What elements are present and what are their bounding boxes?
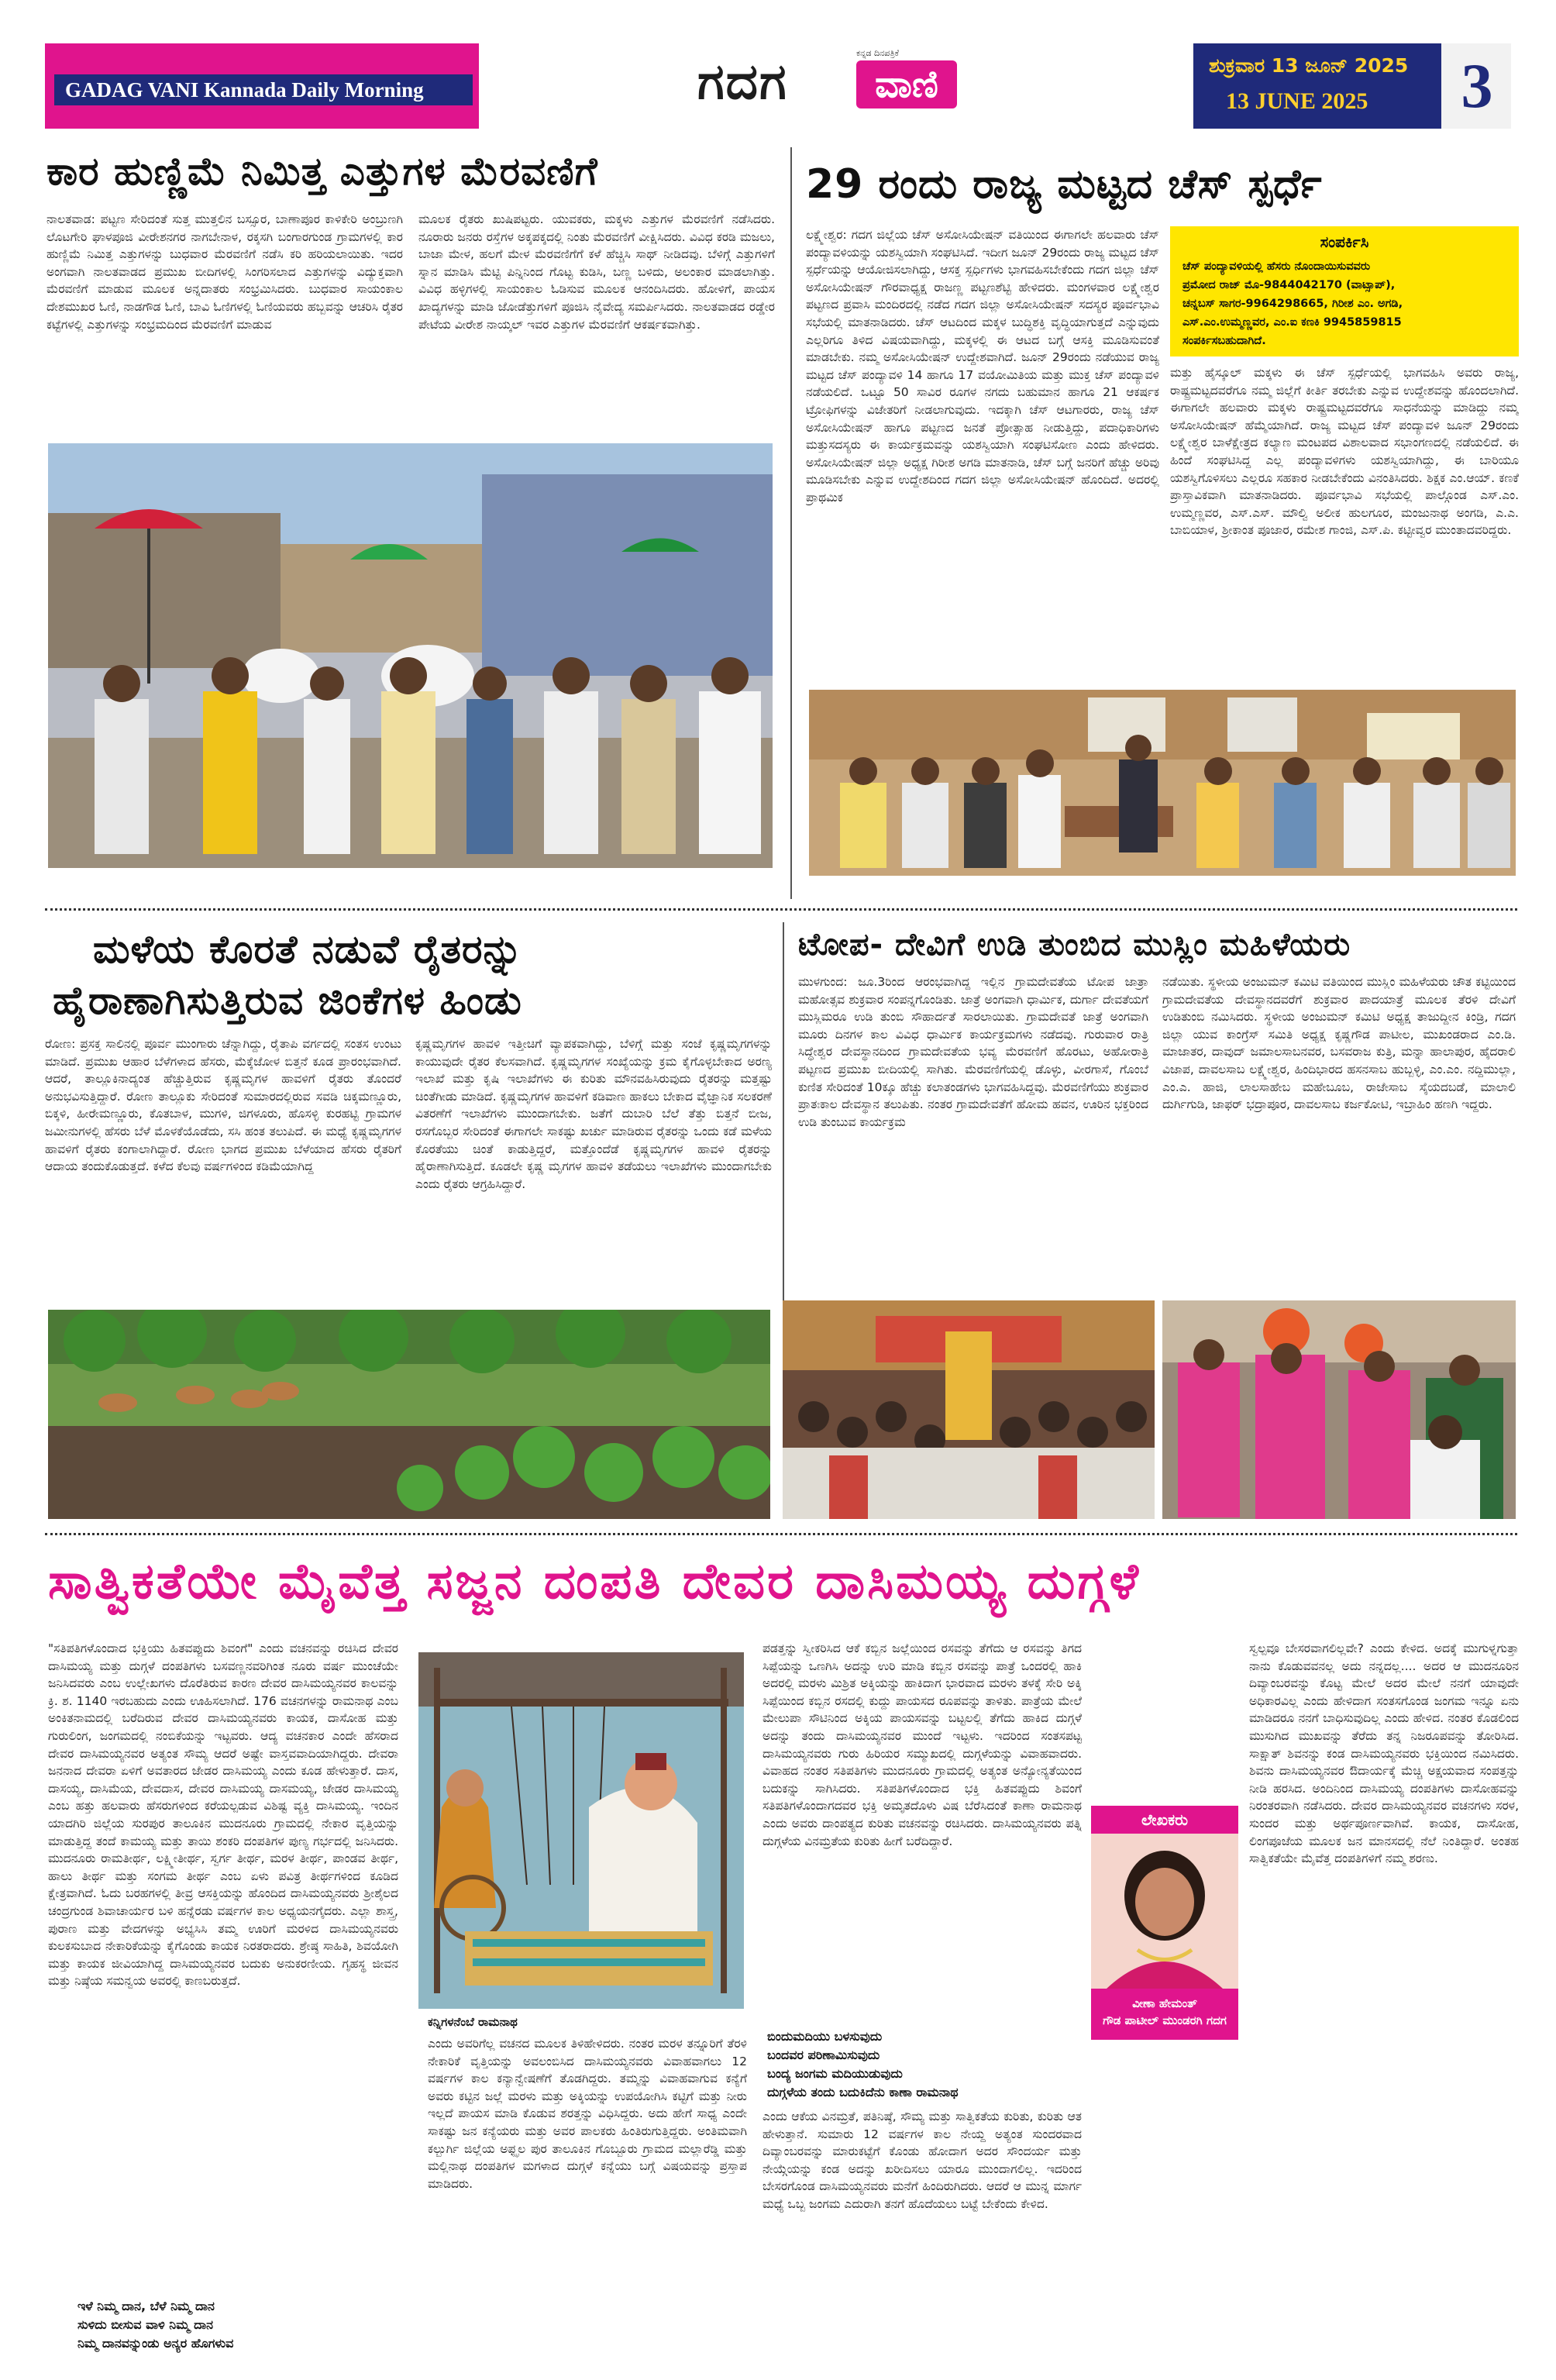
story1-col1: ನಾಲತವಾಡ: ಪಟ್ಟಣ ಸೇರಿದಂತೆ ಸುತ್ತ ಮುತ್ತಲಿನ ಬಸ್ಸೂರ, ಬಾಣಾಪೂರ ಕಾಳಿಕೇರಿ ಅಂಬ್ರುಣಗಿ ಲೊಟಗೇರಿ ಘಾಳಪೂಜಿ ವೀರೇಶನಗರ ನಾಗಬೇನಾಳ, ರಕ್ಕಸಗಿ ಬಂಗಾರಗುಂಡ ಗ್ರಾಮಗಳಲ್ಲಿ ಕಾರ ಹುಣ್ಣಿಮೆ ನಿಮಿತ್ತ ಎತ್ತುಗಳನ್ನು ಬುಧವಾರ ಮೆರವಣಿಗೆ ನಡೆಸಿ ಕರಿ ಹರಿಯಲಾಯಿತು. ಇದರ ಅಂಗವಾಗಿ ನಾಲತವಾಡದ ಪ್ರಮುಖ ಬೀದಿಗಳಲ್ಲಿ ಸಿಂಗರಿಸಲಾದ ಎತ್ತುಗಳನ್ನು ವಿದ್ಯುಕ್ತವಾಗಿ ಮೆರವಣಿಗೆ ಮಾಡುವ ಮೂಲಕ ಅನ್ನದಾತರು ಸಂಭ್ರಮಿಸಿದರು. ಬುಧವಾರ ಸಾಯಂಕಾಲ ದೇಶಮುಖರ ಓಣಿ, ನಾಡಗೌಡ ಓಣಿ, ಬಾವಿ ಓಣಿಗಳಲ್ಲಿ ಓಣಿಯವರು ಹಬ್ಬವನ್ನು ಆಚರಿಸಿ ರೈತರ ಕಟ್ಟೆಗಳಲ್ಲಿ ಎತ್ತುಗಳನ್ನು ಸಂಭ್ರಮದಿಂದ ಮೆರವಣಿಗೆ ಮಾಡುವ (46, 212, 403, 332)
logo-left-text: ಗದಗ (697, 53, 788, 111)
story2-photo-chess-meeting (809, 690, 1516, 876)
story5-col3-cont: ಎಂದು ಆಕೆಯ ವಿನಮ್ರತೆ, ಪತಿನಿಷ್ಠೆ, ಸೌಮ್ಯ ಮತ್ತು ಸಾತ್ವಿಕತೆಯ ಕುರಿತು, ಕುರಿತು ಆತ ಹೇಳುತ್ತಾನೆ. ಸುಮಾರು 12 ವರ್ಷಗಳ ಕಾಲ ನೇಯ್ದ ಅತ್ಯಂತ ಸುಂದರವಾದ ದಿವ್ಯಾಂಬರವನ್ನು ಮಾರುಕಟ್ಟೆಗೆ ಕೊಂಡು ಹೋದಾಗ ಅದರ ಸೌಂದರ್ಯ ಮತ್ತು ನೇಯ್ಗೆಯನ್ನು ಕಂಡ ಅದನ್ನು ಖರೀದಿಸಲು ಯಾರೂ ಮುಂದಾಗಲಿಲ್ಲ. ಇದರಿಂದ ಬೇಸರಗೊಂಡ ದಾಸಿಮಯ್ಯನವರು ಮನೆಗೆ ಹಿಂದಿರುಗಿದರು. ಆದರೆ ಆ ಮುನ್ನ ಮಾರ್ಗ ಮಧ್ಯೆ ಒಬ್ಬ ಜಂಗಮ ಎದುರಾಗಿ ತನಗೆ ಹೊದೆಯಲು ಬಟ್ಟೆ ಬೇಕೆಂದು ಕೇಳಿದ. (763, 2110, 1082, 2211)
author-name-line1: ವೀಣಾ ಹೇಮಂತ್ (1132, 1996, 1197, 2010)
story4-headline: ಟೋಪ- ದೇವಿಗೆ ಉಡಿ ತುಂಬಿದ ಮುಸ್ಲಿಂ ಮಹಿಳೆಯರು (798, 927, 1351, 963)
contact-line: ಎಸ್.ಎಂ.ಉಮ್ಮಣ್ಣವರ, ಎಂ.ಐ ಕಣಕಿ 9945859815 (1182, 316, 1402, 329)
story2-col1: ಲಕ್ಷ್ಮೇಶ್ವರ: ಗದಗ ಜಿಲ್ಲೆಯ ಚೆಸ್ ಅಸೋಸಿಯೇಷನ್ ವತಿಯಿಂದ ಈಗಾಗಲೇ ಹಲವಾರು ಚೆಸ್ ಪಂದ್ಯಾವಳಿಯನ್ನು ಯಶಸ್ವಿಯಾಗಿ ಸಂಘಟಿಸಿದೆ. ಇದೀಗ ಜೂನ್ 29ರಂದು ರಾಜ್ಯ ಮಟ್ಟದ ಚೆಸ್ ಸ್ಪರ್ಧೆಯನ್ನು ಆಯೋಜಿಸಲಾಗಿದ್ದು, ಆಸಕ್ತ ಸ್ಪರ್ಧಿಗಳು ಭಾಗವಹಿಸಬೇಕೆಂದು ಗದಗ ಜಿಲ್ಲಾ ಚೆಸ್ ಅಸೋಸಿಯೇಷನ್ ಗೌರವಾಧ್ಯಕ್ಷ ರಾಜಣ್ಣ ಪಟ್ಟಣಶೆಟ್ಟಿ ಹೇಳಿದರು. ಮಂಗಳವಾರ ಲಕ್ಷ್ಮೇಶ್ವರ ಪಟ್ಟಣದ ಪ್ರವಾಸಿ ಮಂದಿರದಲ್ಲಿ ನಡೆದ ಗದಗ ಜಿಲ್ಲಾ ಅಸೋಸಿಯೇಷನ್ ಸದಸ್ಯರ ಪೂರ್ವಭಾವಿ ಸಭೆಯಲ್ಲಿ ಮಾತನಾಡಿದರು. ಚೆಸ್ ಆಟದಿಂದ ಮಕ್ಕಳ ಬುದ್ಧಿಶಕ್ತಿ ವೃದ್ಧಿಯಾಗುತ್ತದೆ ಎನ್ನುವುದು ಎಲ್ಲರಿಗೂ ತಿಳಿದ ವಿಷಯವಾಗಿದ್ದು, ಮಕ್ಕಳಲ್ಲಿ ಈ ಆಟದ ಬಗ್ಗೆ ಆಸಕ್ತಿ ಮೂಡಿಸುವಂತೆ ಮಾಡಬೇಕು. ನಮ್ಮ ಅಸೋಸಿಯೇಷನ್ ಉದ್ದೇಶವಾಗಿದೆ. ಜೂನ್ 29ರಂದು ನಡೆಯುವ ರಾಜ್ಯ ಮಟ್ಟದ ಚೆಸ್ ಪಂದ್ಯಾವಳಿ 14 ಹಾಗೂ 17 ವಯೋಮಿತಿಯ ಮತ್ತು ಮುಕ್ತ ಚೆಸ್ ಪಂದ್ಯಾವಳಿ ನಡೆಯಲಿದೆ. ಒಟ್ಟೂ 50 ಸಾವಿರ ರೂಗಳ ನಗದು ಬಹುಮಾನ ಹಾಗೂ 21 ಆಕರ್ಷಕ ಟ್ರೋಫಿಗಳನ್ನು ವಿಜೇತರಿಗೆ ನೀಡಲಾಗುವುದು. ಇದಕ್ಕಾಗಿ ಚೆಸ್ ಆಟಗಾರರು, ರಾಜ್ಯ ಚೆಸ್ ಅಸೋಸಿಯೇಷನ್ ಹಾಗೂ ಪಟ್ಟಣದ ಜನತೆ ಪ್ರೋತ್ಸಾಹ ನೀಡುತ್ತಿದ್ದು, ಪದಾಧಿಕಾರಿಗಳು ಮತ್ತುಸದಸ್ಯರು ಈ ಕಾರ್ಯಕ್ರಮವನ್ನು ಯಶಸ್ವಿಯಾಗಿ ಸಂಘಟಿಸೋಣ ಎಂದು ಹೇಳಿದರು. ಅಸೋಸಿಯೇಷನ್ ಜಿಲ್ಲಾ ಅಧ್ಯಕ್ಷ ಗಿರೀಶ ಅಗಡಿ ಮಾತನಾಡಿ, ಚೆಸ್ ಬಗ್ಗೆ ಜನರಿಗೆ ಹೆಚ್ಚು ಅರಿವು ಮೂಡಿಸಬೇಕು ಎನ್ನುವ ಉದ್ದೇಶದಿಂದ ಗದಗ ಜಿಲ್ಲಾ ಅಸೋಸಿಯೇಷನ್ ಹೊಂದಿದೆ. ಅದರಲ್ಲಿ ಪ್ರಾಥಮಿಕ (806, 228, 1159, 505)
story5-col1-verse1: ಇಳೆ ನಿಮ್ಮ ದಾನ, ಬೆಳೆ ನಿಮ್ಮ ದಾನ (77, 2299, 215, 2313)
story3-photo-blackbuck (48, 1310, 770, 1519)
story2-col2: ಮತ್ತು ಹೈಸ್ಕೂಲ್ ಮಕ್ಕಳು ಈ ಚೆಸ್ ಸ್ಪರ್ಧೆಯಲ್ಲಿ ಭಾಗವಹಿಸಿ ಅವರು ರಾಜ್ಯ, ರಾಷ್ಟ್ರಮಟ್ಟದವರೆಗೂ ನಮ್ಮ ಜಿಲ್ಲೆಗೆ ಕೀರ್ತಿ ತರಬೇಕು ಎನ್ನುವ ಉದ್ದೇಶವನ್ನು ಹೊಂದಲಾಗಿದೆ. ಈಗಾಗಲೇ ಹಲವಾರು ಮಕ್ಕಳು ರಾಷ್ಟ್ರಮಟ್ಟದವರೆಗೂ ಸಾಧನೆಯನ್ನು ಮಾಡಿದ್ದು ನಮ್ಮ ಅಸೋಸಿಯೇಷನ್ ಹೆಮ್ಮೆಯಾಗಿದೆ. ರಾಜ್ಯ ಮಟ್ಟದ ಚೆಸ್ ಪಂದ್ಯಾವಳಿ ಜೂನ್ 29ರಂದು ಲಕ್ಷ್ಮೇಶ್ವರ ಬಾಳೆಕ್ಷೇತ್ರದ ಕಲ್ಯಾಣ ಮಂಟಪದ ವಿಶಾಲವಾದ ಸಭಾಂಗಣದಲ್ಲಿ ನಡೆಯಲಿದೆ. ಈ ಹಿಂದೆ ಸಂಘಟಿಸಿದ್ದ ಎಲ್ಲ ಪಂದ್ಯಾವಳಿಗಳು ಯಶಸ್ವಿಯಾಗಿದ್ದು, ಈ ಬಾರಿಯೂ ಯಶಸ್ವಿಗೊಳಿಸಲು ಎಲ್ಲರೂ ಸಹಕಾರ ನೀಡಬೇಕೆಂದು ವಿನಂತಿಸಿದರು. ಶಿಕ್ಷಕ ಎಂ.ಆಯ್. ಕಣಕೆ ಪ್ರಾಸ್ತಾವಿಕವಾಗಿ ಮಾತನಾಡಿದರು. ಪೂರ್ವಭಾವಿ ಸಭೆಯಲ್ಲಿ ಪಾಲ್ಗೊಂಡ ಎಸ್.ಎಂ. ಉಮ್ಮಣ್ಣವರ, ಎಸ್.ಎಸ್. ಮೌಲ್ವಿ ಅಲೀಕ ಹುಲಗೂರ, ಮಂಜುನಾಥ ಅಂಗಡಿ, ಎ.ಎ. ಬಾಬಿಯಾಳ, ಶ್ರೀಕಾಂತ ಪೂಜಾರ, ರಮೇಶ ಗಾಂಜಿ, ಎಸ್.ಪಿ. ಕಟ್ಟೀವ್ವರ ಮುಂತಾದವರಿದ್ದರು. (1170, 366, 1519, 538)
story5-col2: ಎಂದು ಅವರಿಗೆಲ್ಲ ವಚನದ ಮೂಲಕ ತಿಳಿಹೇಳಿದರು. ನಂತರ ಮರಳ ತನ್ನೂರಿಗೆ ತೆರಳಿ ನೇಕಾರಿಕೆ ವೃತ್ತಿಯನ್ನು ಅವಲಂಬಿಸಿದ ದಾಸಿಮಯ್ಯನವರು ವಿವಾಹವಾಗಲು 12 ವರ್ಷಗಳ ಕಾಲ ಕನ್ಯಾನ್ವೇಷಣೆಗೆ ತೊಡಗಿದ್ದರು. ತಮ್ಮನ್ನು ವಿವಾಹವಾಗುವ ಕನ್ಯೆಗೆ ಅವರು ಕಟ್ಟಿನ ಜಲ್ಲೆ ಮರಳು ಮತ್ತು ಅಕ್ಕಿಯನ್ನು ಉಪಯೋಗಿಸಿ ಕಟ್ಟಿಗೆ ಮತ್ತು ನೀರು ಇಲ್ಲದೆ ಪಾಯಸ ಮಾಡಿ ಕೊಡುವ ಶರತ್ತನ್ನು ವಿಧಿಸಿದ್ದರು. ಅದು ಹೇಗೆ ಸಾಧ್ಯ ಎಂದೇ ಸಾಕಷ್ಟು ಜನ ಕನ್ಯೆಯರು ಮತ್ತು ಅವರ ಪಾಲಕರು ಹಿಂತಿರುಗುತ್ತಿದ್ದರು. ಅಂತಿಮವಾಗಿ ಕಲ್ಬುರ್ಗಿ ಜಿಲ್ಲೆಯ ಅಫ್ಝಲ ಪುರ ತಾಲೂಕಿನ ಗೊಬ್ಬೂರು ಗ್ರಾಮದ ಮಲ್ಲಾರೆಡ್ಡಿ ಮತ್ತು ಮಲ್ಲಿನಾಥ ದಂಪತಿಗಳ ಮಗಳಾದ ದುಗ್ಗಳೆ ಕನ್ನೆಯು ಬಗ್ಗೆ ವಿಷಯವನ್ನು ಪ್ರಸ್ತಾಪ ಮಾಡಿದರು. (428, 2037, 747, 2191)
story4-col1: ಮುಳಗುಂದ: ಜೂ.3ರಿಂದ ಆರಂಭವಾಗಿದ್ದ ಇಲ್ಲಿನ ಗ್ರಾಮದೇವತೆಯ ಟೋಪ ಜಾತ್ರಾ ಮಹೋತ್ಸವ ಶುಕ್ರವಾರ ಸಂಪನ್ನಗೊಂಡಿತು. ಜಾತ್ರೆ ಅಂಗವಾಗಿ ಧಾರ್ಮಿಕ, ದುರ್ಗಾ ದೇವತೆಯಗೆ ಮುಸ್ಲಿಮರೂ ಉಡಿ ತುಂಬಿ ಸೌಹಾರ್ದತೆ ಸಾರಲಾಯಿತು. ಗ್ರಾಮದೇವತೆ ಜಾತ್ರೆ ಅಂಗವಾಗಿ ಮೂರು ದಿನಗಳ ಕಾಲ ವಿವಿಧ ಧಾರ್ಮಿಕ ಕಾರ್ಯಕ್ರಮಗಳು ನಡೆದವು. ಗುರುವಾರ ರಾತ್ರಿ ಸಿದ್ಧೇಶ್ವರ ದೇವಸ್ಥಾನದಿಂದ ಗ್ರಾಮದೇವತೆಯ ಭವ್ಯ ಮೆರವಣಿಗೆ ಹೊರಟು, ಅಹೋರಾತ್ರಿ ಪಟ್ಟಣದ ಪ್ರಮುಖ ಬೀದಿಯಲ್ಲಿ ಸಾಗಿತು. ಮೆರವಣಿಗೆಯಲ್ಲಿ ಡೊಳ್ಳು, ವೀರಗಾಸೆ, ಗೊಂಬೆ ಕುಣಿತ ಸೇರಿದಂತೆ 10ಕ್ಕೂ ಹೆಚ್ಚು ಕಲಾತಂಡಗಳು ಭಾಗವಹಿಸಿದ್ದವು. ಮೆರವಣಿಗೆಯು ಶುಕ್ರವಾರ ಪ್ರಾತಃಕಾಲ ದೇವಸ್ಥಾನ ತಲುಪಿತು. ನಂತರ ಗ್ರಾಮದೇವತೆಗೆ ಹೋಮ ಹವನ, ಊರಿನ ಭಕ್ತರಿಂದ ಉಡಿ ತುಂಬುವ ಕಾರ್ಯಕ್ರಮ (798, 975, 1148, 1129)
author-name (1091, 1989, 1238, 2040)
paper-logo (697, 45, 961, 126)
story3-headline-line2: ಹೈರಾಣಾಗಿಸುತ್ತಿರುವ ಜಿಂಕೆಗಳ ಹಿಂಡು (53, 978, 522, 1023)
contact-line: ಸಂಪರ್ಕಿಸಬಹುದಾಗಿದೆ. (1182, 335, 1266, 347)
story5-col3-verse4: ದುಗ್ಗಳೆಯ ತಂದು ಬದುಕಿದೆನು ಕಾಣಾ ರಾಮನಾಥ (767, 2085, 959, 2099)
story5-col3-verse2: ಬಂದವರ ಪರಿಣಾಮಿಸುವುದು (767, 2048, 880, 2062)
contact-line: ಚನ್ನಬಸ್ ಸಾಗರ-9964298665, ಗಿರೀಶ ಎಂ. ಅಗಡಿ, (1182, 298, 1403, 310)
story5-col4: ಸ್ವಲ್ಪವೂ ಬೇಸರವಾಗಲಿಲ್ಲವೇ? ಎಂದು ಕೇಳಿದ. ಅದಕ್ಕೆ ಮುಗುಳ್ನಗುತ್ತಾ ನಾನು ಕೊಡುವವನಲ್ಲ ಅದು ನನ್ನದಲ್ಲ.... ಅದರ ಆ ಮುದನೂರಿನ ದಿವ್ಯಾಂಬರವನ್ನು ಕೊಟ್ಟ ಮೇಲೆ ಅದರ ಮೇಲೆ ನನಗೆ ಯಾವುದೇ ಅಧಿಕಾರವಿಲ್ಲ ಎಂದು ಹೇಳಿದಾಗ ಸಂತಸಗೊಂಡ ಜಂಗಮ ಇನ್ನೂ ಏನು ಮಾಡಿದರೂ ನನಗೆ ಬಾಧಿಸುವುದಿಲ್ಲ ಎಂದು ಹೇಳಿದ. ನಂತರ ಕೊಡಲಿಂದ ಮುಸುಗಿದ ಮುಖವನ್ನು ತೆರೆದು ತನ್ನ ನಿಜರೂಪವನ್ನು ತೋರಿಸಿದ. ಸಾಕ್ಷಾತ್ ಶಿವನನ್ನು ಕಂಡ ದಾಸಿಮಯ್ಯನವರು ಭಕ್ತಿಯಿಂದ ನಮಿಸಿದರು. ಶಿವನು ದಾಸಿಮಯ್ಯನವರ ಔದಾರ್ಯಕ್ಕೆ ಮೆಚ್ಚಿ ಅಕ್ಷಯವಾದ ಸಂಪತ್ತನ್ನು ನೀಡಿ ಹರಸಿದ. ಅಂದಿನಿಂದ ದಾಸಿಮಯ್ಯ ದಂಪತಿಗಳು ದಾಸೋಹವನ್ನು ನಿರಂತರವಾಗಿ ನಡೆಸಿದರು. ದೇವರ ದಾಸಿಮಯ್ಯನವರ ವಚನಗಳು ಸರಳ, ಸುಂದರ ಮತ್ತು ಅರ್ಥಪೂರ್ಣವಾಗಿವೆ. ಕಾಯಕ, ದಾಸೋಹ, ಲಿಂಗಪೂಜೆಯ ಮೂಲಕ ಜನ ಮಾನಸದಲ್ಲಿ ನೆಲೆ ನಿಂತಿದ್ದಾರೆ. ಅಂತಹ ಸಾತ್ವಿಕತೆಯೇ ಮೈವೆತ್ತ ದಂಪತಿಗಳಿಗೆ ನಮ್ಮ ಶರಣು. (1249, 1641, 1519, 1866)
page-number: 3 (1443, 43, 1511, 129)
story5-col3: ಪಡತ್ತನ್ನು ಸ್ವೀಕರಿಸಿದ ಆಕೆ ಕಬ್ಬಿನ ಜಲ್ಲೆಯಿಂದ ರಸವನ್ನು ತೆಗೆದು ಆ ರಸವನ್ನು ತಿಗದ ಸಿಪ್ಪೆಯನ್ನು ಒಣಗಿಸಿ ಅದನ್ನು ಉರಿ ಮಾಡಿ ಕಬ್ಬಿನ ರಸವನ್ನು ಪಾತ್ರೆ ಒಂದರಲ್ಲಿ ಹಾಕಿ ಅದರಲ್ಲಿ ಮರಳು ಮಿಶ್ರಿತ ಅಕ್ಕಿಯನ್ನು ಹಾಕಿದಾಗ ಭಾರವಾದ ಮರಳು ತಳಕ್ಕೆ ಸೇರಿ ಅಕ್ಕಿ ಸಿಪ್ಪೆಯಿಂದ ಕಬ್ಬಿನ ರಸದಲ್ಲಿ ಕುದ್ದು ಪಾಯಸದ ರೂಪವನ್ನು ತಾಳಿತು. ಪಾತ್ರೆಯ ಮೇಲೆ ಮೇಲುಪಾ ಸೌಟಿನಿಂದ ಅಕ್ಕಿಯ ಪಾಯಸವನ್ನು ಬಟ್ಟಲಲ್ಲಿ ತೆಗೆದು ಹಾಕಿದ ದುಗ್ಗಳೆ ಅದನ್ನು ತಂದು ದಾಸಿಮಯ್ಯನವರ ಮುಂದೆ ಇಟ್ಟಳು. ಇದರಿಂದ ಸಂತಸಪಟ್ಟ ದಾಸಿಮಯ್ಯನವರು ಗುರು ಹಿರಿಯರ ಸಮ್ಮುಖದಲ್ಲಿ ದುಗ್ಗಳೆಯನ್ನು ವಿವಾಹವಾದರು. ವಿವಾಹದ ನಂತರ ಸತಿಪತಿಗಳು ಮುದನೂರು ಗ್ರಾಮದಲ್ಲಿ ಅತ್ಯಂತ ಅನ್ಯೋನ್ಯತೆಯಿಂದ ಬದುಕನ್ನು ಸಾಗಿಸಿದರು. ಸತಿಪತಿಗಳೊಂದಾದ ಭಕ್ತಿ ಹಿತವಪ್ಪುದು ಶಿವಂಗೆ ಸತಿಪತಿಗಳೊಂದಾಗದವರ ಭಕ್ತಿ ಅಮೃತದೊಳು ವಿಷ ಬೆರೆಸಿದಂತೆ ಕಾಣಾ ರಾಮನಾಥ ಎಂದು ಅವರು ದಾಂಪತ್ಯದ ಕುರಿತು ವಚನವನ್ನು ರಚಿಸಿದರು. ದಾಸಿಮಯ್ಯನವರು ಪತ್ನಿ ದುಗ್ಗಳೆಯ ವಿನಮ್ರತೆಯ ಕುರಿತು ಹೀಗೆ ಬರೆದಿದ್ದಾರೆ. (763, 1641, 1082, 1848)
contact-line: ಚೆಸ್ ಪಂದ್ಯಾವಳಿಯಲ್ಲಿ ಹೆಸರು ನೊಂದಾಯಿಸುವವರು (1182, 260, 1371, 273)
story5-col1-verse3: ನಿಮ್ಮ ದಾನವನ್ನುಂಡು ಅನ್ಯರ ಹೊಗಳುವ (77, 2336, 234, 2351)
story5-col3-verse1: ಬಿಂದುಮದಿಯು ಬಳಸುವುದು (767, 2029, 883, 2044)
story5-col1: "ಸತಿಪತಿಗಳೊಂದಾದ ಭಕ್ತಿಯು ಹಿತವಪ್ಪುದು ಶಿವಂಗೆ" ಎಂದು ವಚನವನ್ನು ರಚಿಸಿದ ದೇವರ ದಾಸಿಮಯ್ಯ ಮತ್ತು ದುಗ್ಗಳೆ ದಂಪತಿಗಳು ಬಸವಣ್ಣನವರಿಗಿಂತ ನೂರು ವರ್ಷ ಮುಂಚೆಯೇ ಜನಿಸಿದವರು ಎಂಬ ಉಲ್ಲೇಖಗಳು ದೊರೆತಿರುವ ಕಾರಣ ದೇವರ ದಾಸಿಮಯ್ಯನವರ ಕಾಲವನ್ನು ಕ್ರಿ. ಶ. 1140 ಇರಬಹುದು ಎಂದು ಊಹಿಸಲಾಗಿದೆ. 176 ವಚನಗಳನ್ನು ರಾಮನಾಥ ಎಂಬ ಅಂಕಿತನಾಮದಲ್ಲಿ ಬರೆದಿರುವ ದೇವರ ದಾಸಿಮಯ್ಯನವರು ಕಾಯಕ, ದಾಸೋಹ ಮತ್ತು ಗುರುಲಿಂಗ, ಜಂಗಮದಲ್ಲಿ ನಂಬಿಕೆಯನ್ನು ಇಟ್ಟವರು. ಆದ್ಯ ವಚನಕಾರ ಎಂದೇ ಹೆಸರಾದ ದೇವರ ದಾಸಿಮಯ್ಯನವರ ಅತ್ಯಂತ ಸೌಮ್ಯ ಆದರೆ ಅಷ್ಟೇ ವಾಸ್ತವವಾದಿಯಾಗಿದ್ದರು. ದೇವರಾ ಜನನಾದ ದೇವರಾ ಏಳಿಗೆ ಅವತಾರದ ಜೇಡರ ದಾಸಿಮಯ್ಯ ಎಂದು ಕೂಡ ಹೇಳುತ್ತಾರೆ. ದಾಸ, ದಾಸಯ್ಯ, ದಾಸಿಮೆಯ, ದೇವದಾಸ, ದೇವರ ದಾಸಿಮಯ್ಯ ದಾಸಮಯ್ಯ, ಜೇಡರ ದಾಸಿಮಯ್ಯ ಎಂಬ ಹತ್ತು ಹಲವಾರು ಹೆಸರುಗಳಿಂದ ಕರೆಯಲ್ಪಡುವ ವಿಶಿಷ್ಟ ವ್ಯಕ್ತಿ ದಾಸಿಮಯ್ಯ. ಇಂದಿನ ಯಾದಗಿರಿ ಜಿಲ್ಲೆಯ ಸುರಪುರ ತಾಲೂಕಿನ ಮುದನೂರು ಗ್ರಾಮದಲ್ಲಿ ನೇಕಾರ ವೃತ್ತಿಯನ್ನು ಮಾಡುತ್ತಿದ್ದ ತಂದೆ ಕಾಮಯ್ಯ ಮತ್ತು ತಾಯಿ ಶಂಕರಿ ದಂಪತಿಗಳ ಪುಣ್ಯ ಗರ್ಭದಲ್ಲಿ ಜನಿಸಿದರು. ಮುದನೂರು ರಾಮತೀರ್ಥ, ಲಕ್ಷ್ಮೀತೀರ್ಥ, ಸ್ವರ್ಗ ತೀರ್ಥ, ಮರಳ ತೀರ್ಥ, ಪಾಂಡವ ತೀರ್ಥ, ಹಾಲು ತೀರ್ಥ ಮತ್ತು ಸಂಗಮ ತೀರ್ಥ ಎಂಬ ಏಳು ಪವಿತ್ರ ತೀರ್ಥಗಳಿಂದ ಕೂಡಿದ ಕ್ಷೇತ್ರವಾಗಿದೆ. ಓದು ಬರಹಗಳಲ್ಲಿ ತೀವ್ರ ಆಸಕ್ತಿಯನ್ನು ಹೊಂದಿದ ದಾಸಿಮಯ್ಯನವರು ಶ್ರೀಶೈಲದ ಚಂದ್ರಗುಂಡ ಶಿವಾಚಾರ್ಯರ ಬಳಿ ಹನ್ನೆರಡು ವರ್ಷಗಳ ಕಾಲ ಅಧ್ಯಯನಗೈದರು. ಎಲ್ಲಾ ಶಾಸ್ತ್ರ, ಪುರಾಣ ಮತ್ತು ವೇದಗಳನ್ನು ಅಭ್ಯಸಿಸಿ ತಮ್ಮ ಊರಿಗೆ ಮರಳಿದ ದಾಸಿಮಯ್ಯನವರು ಕುಲಕಸುಬಾದ ನೇಕಾರಿಕೆಯನ್ನು ಕೈಗೊಂಡು ಕಾಯಕ ನಿರತರಾದರು. ಶ್ರೇಷ್ಠ ಸಾಹಿತಿ, ಶಿವಯೋಗಿ ಮತ್ತು ಕಾಯಕ ಜೀವಿಯಾಗಿದ್ದ ದಾಸಿಮಯ್ಯನವರ ಬದುಕು ಅನುಕರಣೀಯ. ಗೃಹಸ್ಥ ಜೀವನ ಮತ್ತು ನಿಷ್ಠೆಯ ಸಮನ್ವಯ ಅವರಲ್ಲಿ ಕಾಣಬರುತ್ತದೆ. (48, 1641, 398, 1989)
date-box (1193, 43, 1441, 129)
author-photo (1091, 1834, 1238, 1989)
logo-tagline: ಕನ್ನಡ ದಿನಪತ್ರಿಕೆ (856, 48, 900, 58)
story5-illustration-caption: ಕನ್ನಿಗಳನೆಂಬೆ ರಾಮನಾಥ (428, 2015, 518, 2029)
contact-box (1170, 226, 1519, 356)
story2-headline: 29 ರಂದು ರಾಜ್ಯ ಮಟ್ಟದ ಚೆಸ್ ಸ್ಪರ್ಧೆ (806, 161, 1323, 208)
date-english: 13 JUNE 2025 (1226, 88, 1368, 114)
story4-photo-procession-crowd (783, 1300, 1155, 1519)
contact-title: ಸಂಪರ್ಕಿಸಿ (1320, 232, 1369, 251)
story1-headline: ಕಾರ ಹುಣ್ಣಿಮೆ ನಿಮಿತ್ತ ಎತ್ತುಗಳ ಮೆರವಣಿಗೆ (46, 149, 598, 194)
story4-col2: ನಡೆಯಿತು. ಸ್ಥಳೀಯ ಅಂಜುಮನ್ ಕಮಿಟಿ ವತಿಯಿಂದ ಮುಸ್ಲಿಂ ಮಹಿಳೆಯರು ಚೌತ ಕಟ್ಟಿಯಿಂದ ಗ್ರಾಮದೇವತೆಯ ದೇವಸ್ಥಾನದವರೆಗೆ ಶುಕ್ರವಾರ ಪಾದಯಾತ್ರೆ ಮೂಲಕ ತೆರಳಿ ದೇವಿಗೆ ಉಡಿತುಂಬಿ ನಮಿಸಿದರು. ಸ್ಥಳೀಯ ಅಂಜುಮನ್ ಕಮಿಟಿ ಅಧ್ಯಕ್ಷ ತಾಜುದ್ದೀನ ಕಿಂಡ್ರಿ, ಗದಗ ಜಿಲ್ಲಾ ಯುವ ಕಾಂಗ್ರೆಸ್ ಸಮಿತಿ ಅಧ್ಯಕ್ಷ ಕೃಷ್ಣಗೌಡ ಪಾಟೀಲ, ಮುಖಂಡರಾದ ಎಂ.ಡಿ. ಮಾಜಾತರ, ದಾವುದ್ ಜಮಾಲಸಾಬನವರ, ಬಸವರಾಜ ಕುತ್ರಿ, ಮನ್ನಾ ಹಾಲಾಪುರ, ಹೈದರಾಲಿ ವಿಜಾಪ, ದಾವಲಸಾಬ ಲಕ್ಷ್ಮೇಶ್ವರ, ಹಿಂದಿಭಾರದ ಹಸನಸಾಬ ಹುಬ್ಬಳ್ಳಿ, ಎಂ.ಎಂ. ನದ್ದಿಮುಲ್ಲಾ, ಎಂ.ಎ. ಹಾಜಿ, ಲಾಲಸಾಹೇಬ ಮಹೇಬೂಬ, ರಾಜೇಸಾಬ ಸೈಯದಬಡೆ, ಮಾಲಾಲಿ ದುರ್ಗಿಗುಡಿ, ಜಾಫರ್ ಭದ್ರಾಪೂರ, ದಾವಲಸಾಬ ಕರ್ಜಕೋಟಿ, ಇಬ್ರಾಹಿಂ ಹಣಗಿ ಇದ್ದರು. (1162, 975, 1516, 1112)
story5-col3-verse3: ಬಂದ್ಯ ಜಂಗಮ ಮದಿಯುಡುವುದು (767, 2066, 903, 2081)
section-divider (45, 1533, 1517, 1535)
story5-headline: ಸಾತ್ವಿಕತೆಯೇ ಮೈವೆತ್ತ ಸಜ್ಜನ ದಂಪತಿ ದೇವರ ದಾಸಿಮಯ್ಯ ದುಗ್ಗಳೆ (48, 1553, 1141, 1610)
story3-headline-line1: ಮಳೆಯ ಕೊರತೆ ನಡುವೆ ರೈತರನ್ನು (93, 927, 523, 972)
story4-photo-women-offering (1162, 1300, 1516, 1519)
story5-illustration-weaver (418, 1652, 744, 2009)
story1-col2: ಮೂಲಕ ರೈತರು ಖುಷಿಪಟ್ಟರು. ಯುವಕರು, ಮಕ್ಕಳು ಎತ್ತುಗಳ ಮೆರವಣಿಗೆ ನಡೆಸಿದರು. ನೂರಾರು ಜನರು ರಸ್ತೆಗಳ ಅಕ್ಕಪಕ್ಕದಲ್ಲಿ ನಿಂತು ಮೆರವಣಿಗೆ ವೀಕ್ಷಿಸಿದರು. ವಿವಿಧ ಕರಡಿ ಮಜಲು, ಬಾಜಾ ಮೇಳ, ಹಲಗೆ ಮೇಳ ಮೆರವಣಿಗೆಗೆ ಕಳೆ ಹೆಚ್ಚಿಸಿ ಸಾಥ್ ನೀಡಿದವು. ಬೆಳಿಗ್ಗೆ ಎತ್ತುಗಳಿಗೆ ಸ್ನಾನ ಮಾಡಿಸಿ ಮೆಟ್ಟಿ ಪಿನ್ನಿನಿಂದ ಗೊಟ್ಟ ಕುಡಿಸಿ, ಬಣ್ಣ ಬಳಿದು, ಅಲಂಕಾರ ಮಾಡಲಾಗಿತ್ತು. ವಿವಿಧ ಹಳ್ಳಿಗಳಲ್ಲಿ ಸಾಯಂಕಾಲ ಓಡಿಸುವ ಮೂಲಕ ಆನಂದಿಸಿದರು. ಹೋಳಿಗೆ, ಪಾಯಸ ಖಾದ್ಯಗಳನ್ನು ಮಾಡಿ ಜೋಡೆತ್ತುಗಳಿಗೆ ಪೂಜಿಸಿ ನೈವೇದ್ಯ ಸಮರ್ಪಿಸಿದರು. ನಾಲತವಾಡದ ರಡ್ಡೇರ ಪೇಟೆಯ ವೀರೇಶ ನಾಯ್ಕಲ್ ಇವರ ಎತ್ತುಗಳ ಮೆರವಣಿಗೆ ಆಕರ್ಷಕವಾಗಿತ್ತು. (418, 212, 775, 332)
author-name-line2: ಗೌಡ ಪಾಟೀಲ್ ಮುಂಡರಗಿ ಗದಗ (1103, 2013, 1227, 2027)
contact-lines (1182, 257, 1508, 350)
story3-col2: ಕೃಷ್ಣಮೃಗಗಳ ಹಾವಳಿ ಇತ್ತೀಚಿಗೆ ವ್ಯಾಪಕವಾಗಿದ್ದು, ಬೆಳಿಗ್ಗೆ ಮತ್ತು ಸಂಜೆ ಕೃಷ್ಣಮೃಗಗಳನ್ನು ಕಾಯುವುದೇ ರೈತರ ಕೆಲಸವಾಗಿದೆ. ಕೃಷ್ಣಮೃಗಗಳ ಸಂಖ್ಯೆಯನ್ನು ಕ್ರಮ ಕೈಗೊಳ್ಳಬೇಕಾದ ಅರಣ್ಯ ಇಲಾಖೆ ಮತ್ತು ಕೃಷಿ ಇಲಾಖೆಗಳು ಈ ಕುರಿತು ಮೌನವಹಿಸಿರುವುದು ರೈತರನ್ನು ಮತ್ತಷ್ಟು ಚಿಂತೆಗೀಡು ಮಾಡಿದೆ. ಕೃಷ್ಣಮೃಗಗಳ ಹಾವಳಿಗೆ ಕಡಿವಾಣ ಹಾಕಲು ಬೇಕಾದ ವೈಜ್ಞಾನಿಕ ಸಲಕರಣೆ ವಿತರಣೆಗೆ ಇಲಾಖೆಗಳು ಮುಂದಾಗಬೇಕು. ಜತೆಗೆ ದುಬಾರಿ ಬೆಲೆ ತೆತ್ತು ಬಿತ್ತನೆ ಬೀಜ, ರಸಗೊಬ್ಬರ ಸೇರಿದಂತೆ ಈಗಾಗಲೇ ಸಾಕಷ್ಟು ಖರ್ಚು ಮಾಡಿರುವ ರೈತರನ್ನು ಒಂದು ಕಡೆ ಮಳೆಯ ಕೊರತೆಯು ಚಿಂತೆ ಕಾಡುತ್ತಿದ್ದರೆ, ಮತ್ತೊಂದೆಡೆ ಕೃಷ್ಣಮೃಗಗಳ ಹಾವಳಿ ರೈತರನ್ನು ಹೈರಾಣಾಗಿಸುತ್ತಿದೆ. ಕೂಡಲೇ ಕೃಷ್ಣ ಮೃಗಗಳ ಹಾವಳಿ ತಡೆಯಲು ಇಲಾಖೆಗಳು ಮುಂದಾಗಬೇಕು ಎಂದು ರೈತರು ಆಗ್ರಹಿಸಿದ್ದಾರೆ. (415, 1037, 772, 1191)
author-label: ಲೇಖಕರು (1091, 1806, 1238, 1834)
story1-photo-bull-procession (48, 443, 773, 868)
story5-col1-verse2: ಸುಳಿದು ಬೀಸುವ ವಾಳಿ ನಿಮ್ಮ ದಾನ (77, 2317, 214, 2332)
contact-line: ಪ್ರಮೋದ ರಾಜ್ ಮೊ-9844042170 (ವಾಟ್ಸಾಪ್), (1182, 279, 1396, 291)
logo-right-text: ವಾಣಿ (856, 60, 957, 108)
story3-col1: ರೋಣ: ಪ್ರಸಕ್ತ ಸಾಲಿನಲ್ಲಿ ಪೂರ್ವ ಮುಂಗಾರು ಚೆನ್ನಾಗಿದ್ದು, ರೈತಾಪಿ ವರ್ಗದಲ್ಲಿ ಸಂತಸ ಉಂಟು ಮಾಡಿದೆ. ಪ್ರಮುಖ ಆಹಾರ ಬೆಳೆಗಳಾದ ಹೆಸರು, ಮೆಕ್ಕೆಜೋಳ ಬಿತ್ತನೆ ಕೂಡ ಪ್ರಾರಂಭವಾಗಿದೆ. ಆದರೆ, ತಾಲ್ಲೂಕಿನಾದ್ಯಂತ ಹೆಚ್ಚುತ್ತಿರುವ ಕೃಷ್ಣಮೃಗಳ ಹಾವಳಿಗೆ ರೈತರು ತೊಂದರೆ ಅನುಭವಿಸುತ್ತಿದ್ದಾರೆ. ರೋಣ ತಾಲ್ಲೂಕು ಸೇರಿದಂತೆ ಸುಮಾರದಲ್ಲಿರುವ ಸವಡಿ ಚಿಕ್ಕಮಣ್ಣೂರು, ಬಿಕ್ಕಳಿ, ಹೀರೇಮಣ್ಣೂರು, ಕೊತಬಾಳ, ಮುಗಳಿ, ಜಿಗಳೂರು, ಹೊಸಳ್ಳಿ ಕುರಹಟ್ಟಿ ಗ್ರಾಮಗಳ ಜಮೀನುಗಳಲ್ಲಿ ಹೆಸರು ಬೆಳೆ ಮೊಳಕೆಯೊಡೆದು, ಸಸಿ ಹಂತ ತಲುಪಿದೆ. ಈ ಮಧ್ಯೆ ಕೃಷ್ಣಮೃಗಗಳ ಹಾವಳಿಗೆ ರೈತರು ಕಂಗಾಲಾಗಿದ್ದಾರೆ. ರೋಣ ಭಾಗದ ಪ್ರಮುಖ ಬೆಳೆಯಾದ ಹೆಸರು ರೈತರಿಗೆ ಆದಾಯ ತಂದುಕೊಡುತ್ತದೆ. ಕಳೆದ ಕೆಲವು ವರ್ಷಗಳಿಂದ ಕಡಿಮೆಯಾಗಿದ್ದ (45, 1037, 401, 1174)
paper-name: GADAG VANI Kannada Daily Morning (54, 74, 473, 105)
date-kannada: ಶುಕ್ರವಾರ 13 ಜೂನ್ 2025 (1209, 54, 1409, 77)
column-divider (790, 147, 792, 899)
masthead-left-band (45, 43, 479, 129)
section-divider (45, 908, 1517, 911)
